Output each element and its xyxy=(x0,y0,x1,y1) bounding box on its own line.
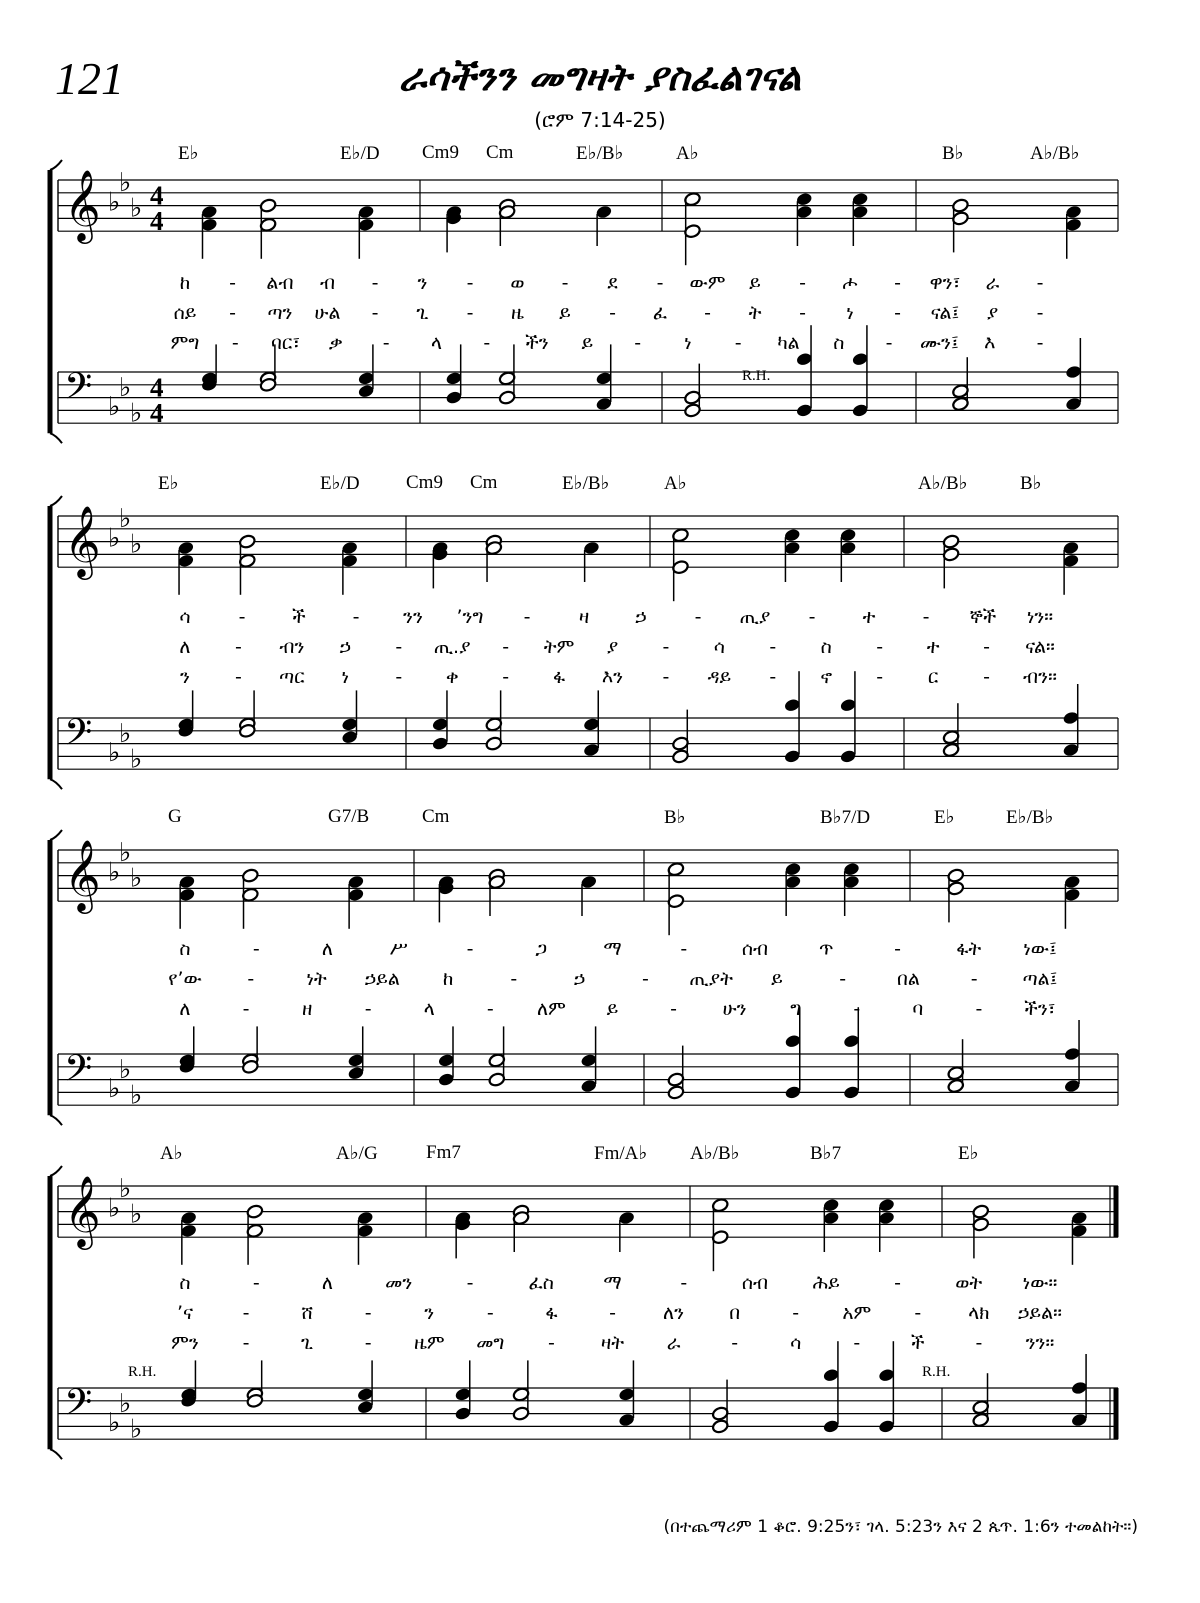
lyric-syllable: ት xyxy=(748,302,762,324)
lyric-syllable: ን xyxy=(424,1302,435,1324)
hymn-title: ራሳችንን መግዛት ያስፈልገናል xyxy=(398,55,802,99)
lyric-syllable: ልብ xyxy=(266,272,294,294)
lyric-syllable: ችን፣ xyxy=(1024,998,1056,1020)
lyric-syllable: ፈ xyxy=(652,302,668,324)
lyric-syllable: ጋ xyxy=(535,938,548,960)
lyric-line-verse-2 xyxy=(0,636,1200,664)
lyric-syllable: ነ xyxy=(341,666,350,688)
lyric-syllable: ንን xyxy=(403,606,423,628)
lyric-syllable: ’ና xyxy=(176,1302,194,1324)
flat-icon: ♭ xyxy=(108,392,121,423)
chord-symbol: E♭/B♭ xyxy=(1006,807,1054,828)
lyric-syllable: ቀ xyxy=(445,666,459,688)
flat-icon: ♭ xyxy=(130,398,143,429)
notes xyxy=(200,192,1082,266)
treble-clef-icon: 𝄞 xyxy=(64,168,101,242)
lyric-syllable: - xyxy=(839,968,847,990)
lyric-syllable: ይ xyxy=(771,968,783,990)
chord-symbol: G7/B xyxy=(328,806,370,827)
lyric-syllable: - xyxy=(894,1272,901,1294)
lyric-syllable: - xyxy=(808,606,816,628)
chord-symbol: B♭ xyxy=(1020,473,1042,494)
lyric-syllable: ሰብ xyxy=(741,1272,769,1294)
flat-icon: ♭ xyxy=(108,857,121,888)
lyric-syllable: ሰይ xyxy=(173,302,197,324)
lyric-syllable: ሳ xyxy=(179,606,191,628)
lyric-syllable: ያ xyxy=(986,302,999,324)
bass-clef-icon: 𝄢 xyxy=(64,1047,93,1099)
lyric-syllable: ብን። xyxy=(1023,666,1057,688)
chord-symbol: B♭7 xyxy=(810,1143,842,1164)
flat-icon: ♭ xyxy=(130,1414,143,1445)
lyric-syllable: ያ xyxy=(606,636,619,658)
chord-symbol: Cm xyxy=(470,472,498,493)
scripture-reference: (ሮም 7:14-25) xyxy=(534,108,666,132)
lyric-syllable: ሁን xyxy=(722,998,747,1020)
lyric-syllable: ኃይል። xyxy=(1017,1302,1063,1324)
lyric-syllable: - xyxy=(734,332,742,354)
lyric-syllable: - xyxy=(395,666,403,688)
lyric-syllable: - xyxy=(364,998,372,1020)
lyric-syllable: ጥ xyxy=(819,938,834,960)
lyric-syllable: - xyxy=(885,332,893,354)
chord-symbol: E♭/D xyxy=(340,143,380,164)
lyric-syllable: ነ xyxy=(684,332,692,354)
chord-symbol: Cm9 xyxy=(422,142,459,163)
lyric-syllable: - xyxy=(231,332,239,354)
lyric-syllable: ምን xyxy=(171,1332,199,1354)
lyric-syllable: ስ xyxy=(179,938,191,960)
lyric-syllable: - xyxy=(769,666,777,688)
lyric-line-verse-2 xyxy=(0,968,1200,996)
time-signature-digit: 4 xyxy=(150,398,164,428)
lyric-syllable: ን xyxy=(417,272,428,294)
lyric-syllable: - xyxy=(983,636,990,658)
lyric-syllable: ጊ xyxy=(301,1332,314,1354)
lyric-line-verse-3 xyxy=(0,666,1200,694)
flat-icon: ♭ xyxy=(130,863,143,894)
lyric-syllable: ከ xyxy=(442,968,454,990)
right-hand-marking: R.H. xyxy=(922,1364,951,1380)
lyric-line-verse-2 xyxy=(0,1302,1200,1330)
flat-icon: ♭ xyxy=(108,523,121,554)
lyric-syllable: ብን xyxy=(279,636,305,658)
lyric-syllable: - xyxy=(466,272,474,294)
flat-icon: ♭ xyxy=(119,718,132,749)
lyric-syllable: ለ xyxy=(321,1272,334,1294)
lyric-syllable: ሙን፤ xyxy=(920,332,959,354)
lyric-syllable: ፋ xyxy=(553,666,566,688)
lyric-syllable: ነው። xyxy=(1022,1272,1058,1294)
right-hand-marking: R.H. xyxy=(128,1364,157,1380)
lyric-syllable: ደ xyxy=(607,272,618,294)
lyric-syllable: - xyxy=(894,938,901,960)
lyric-syllable: - xyxy=(382,332,390,354)
chord-symbol: Cm9 xyxy=(406,472,443,493)
lyric-syllable: ለ xyxy=(179,998,191,1020)
lyric-syllable: - xyxy=(486,998,494,1020)
lyric-syllable: ብ xyxy=(319,272,336,294)
chord-symbol: E♭ xyxy=(178,143,199,164)
lyric-syllable: - xyxy=(235,636,242,658)
lyric-syllable: - xyxy=(466,938,474,960)
lyric-syllable: ትም xyxy=(543,636,575,658)
lyric-syllable: - xyxy=(641,968,649,990)
lyric-syllable: አም xyxy=(842,1302,872,1324)
chord-symbol: A♭/G xyxy=(336,1143,378,1164)
lyric-syllable: ናል። xyxy=(1025,636,1055,658)
treble-clef-icon: 𝄞 xyxy=(64,1174,101,1248)
lyric-syllable: ላ xyxy=(423,998,435,1020)
lyric-syllable: ለ xyxy=(179,636,191,658)
chord-symbol: E♭/D xyxy=(320,473,360,494)
lyric-syllable: ለ xyxy=(321,938,334,960)
lyric-syllable: - xyxy=(769,636,777,658)
chord-symbol: Fm7 xyxy=(426,1142,461,1163)
lyric-syllable: ይ xyxy=(581,332,594,354)
lyric-syllable: - xyxy=(662,636,670,658)
lyric-syllable: የ’ው xyxy=(168,968,202,990)
lyric-syllable: ዋን፣ xyxy=(929,272,961,294)
lyric-syllable: ይ xyxy=(606,998,619,1020)
footnote: (በተጨማሪም 1 ቆሮ. 9:25ን፣ ገላ. 5:23ን እና 2 ጴጥ. 1:6ን ተመልከት።) xyxy=(663,1517,1138,1537)
lyric-syllable: - xyxy=(523,606,531,628)
lyric-syllable: ኃ xyxy=(339,636,352,658)
flat-icon: ♭ xyxy=(119,1054,132,1085)
flat-icon: ♭ xyxy=(108,738,121,769)
lyric-syllable: - xyxy=(670,998,677,1020)
time-signature-digit: 4 xyxy=(150,372,164,403)
lyric-syllable: - xyxy=(799,272,806,294)
lyric-syllable: ፈስ xyxy=(528,1272,554,1294)
lyric-syllable: - xyxy=(1036,272,1044,294)
lyric-syllable: ር xyxy=(927,666,939,688)
lyric-syllable: ውም xyxy=(689,272,726,294)
chord-symbol: G xyxy=(168,806,182,827)
lyric-syllable: ምግ xyxy=(170,332,200,354)
lyric-syllable: ጊ xyxy=(416,302,429,324)
lyric-syllable: - xyxy=(876,666,884,688)
flat-icon: ♭ xyxy=(119,504,132,535)
flat-icon: ♭ xyxy=(108,1074,121,1105)
chord-symbol: A♭ xyxy=(676,143,699,164)
chord-symbol: E♭/B♭ xyxy=(576,143,624,164)
lyric-syllable: ን xyxy=(180,666,190,688)
flat-icon: ♭ xyxy=(119,372,132,403)
lyric-syllable: - xyxy=(894,272,901,294)
lyric-line-verse-1 xyxy=(0,1272,1200,1300)
time-signature-digit: 4 xyxy=(150,206,164,236)
lyric-syllable: - xyxy=(662,666,670,688)
lyric-syllable: - xyxy=(502,636,510,658)
lyric-syllable: ሳ xyxy=(713,636,725,658)
right-hand-marking: R.H. xyxy=(742,368,771,384)
lyric-syllable: ይ xyxy=(559,302,571,324)
lyric-syllable: ዳይ xyxy=(707,666,732,688)
lyric-syllable: - xyxy=(609,1302,616,1324)
lyric-line-verse-1 xyxy=(0,272,1200,300)
lyric-syllable: ናል፤ xyxy=(930,302,960,324)
chord-symbol: A♭/B♭ xyxy=(1030,143,1080,164)
lyric-syllable: ግ xyxy=(790,998,802,1020)
lyric-syllable: ካል xyxy=(777,332,800,354)
lyric-line-verse-3 xyxy=(0,332,1200,360)
hymn-number: 121 xyxy=(55,53,124,104)
lyric-syllable: ሰብ xyxy=(741,938,769,960)
lyric-syllable: - xyxy=(1036,332,1044,354)
lyric-syllable: - xyxy=(252,1272,260,1294)
chord-symbol: B♭ xyxy=(942,143,964,164)
bass-staff xyxy=(58,1381,1118,1444)
flat-icon: ♭ xyxy=(108,187,121,218)
lyric-syllable: - xyxy=(853,1332,861,1354)
lyric-syllable: ጣል፤ xyxy=(1022,968,1058,990)
chord-symbol: E♭ xyxy=(934,807,955,828)
lyric-syllable: - xyxy=(1036,302,1044,324)
lyric-syllable: ከ xyxy=(179,272,191,294)
lyric-syllable: - xyxy=(242,1302,250,1324)
lyric-syllable: - xyxy=(486,1302,494,1324)
lyric-syllable: - xyxy=(975,998,983,1020)
lyric-syllable: - xyxy=(371,302,379,324)
flat-icon: ♭ xyxy=(119,1174,132,1205)
lyric-syllable: - xyxy=(792,1302,800,1324)
lyric-syllable: - xyxy=(247,968,255,990)
lyric-line-verse-3 xyxy=(0,998,1200,1026)
lyric-syllable: ጢ.ያ xyxy=(433,636,471,658)
lyric-syllable: - xyxy=(983,666,990,688)
lyric-syllable: ሕይ xyxy=(812,1272,840,1294)
flat-icon: ♭ xyxy=(108,1408,121,1439)
lyric-syllable: ንን። xyxy=(1025,1332,1055,1354)
lyric-syllable: በል xyxy=(896,968,920,990)
lyric-syllable: - xyxy=(371,272,379,294)
lyric-syllable: ራ xyxy=(985,272,1000,294)
lyric-syllable: ባር፣ xyxy=(270,332,301,354)
lyric-syllable: - xyxy=(876,636,884,658)
lyric-syllable: - xyxy=(799,302,806,324)
lyric-syllable: - xyxy=(502,666,510,688)
lyric-syllable: ችን xyxy=(525,332,549,354)
lyric-syllable: - xyxy=(609,302,616,324)
lyric-syllable: - xyxy=(975,1332,983,1354)
lyric-syllable: እ xyxy=(984,332,996,354)
lyric-syllable: - xyxy=(229,302,236,324)
lyric-syllable: ጣር xyxy=(279,666,305,688)
lyric-syllable: - xyxy=(694,606,702,628)
lyric-syllable: ሳ xyxy=(790,1332,802,1354)
chord-symbol: E♭/B♭ xyxy=(562,473,610,494)
lyric-syllable: - xyxy=(395,636,403,658)
time-signature-digit: 4 xyxy=(150,180,164,211)
flat-icon: ♭ xyxy=(130,744,143,775)
lyric-syllable: - xyxy=(561,272,569,294)
lyric-syllable: ይ xyxy=(749,272,761,294)
flat-icon: ♭ xyxy=(119,168,132,199)
lyric-syllable: ጣን xyxy=(267,302,293,324)
lyric-line-verse-1 xyxy=(0,606,1200,634)
lyric-syllable: መግ xyxy=(476,1332,505,1354)
lyric-syllable: - xyxy=(352,606,360,628)
lyric-syllable: - xyxy=(364,1302,372,1324)
lyric-syllable: - xyxy=(894,302,901,324)
lyric-syllable: ሸ xyxy=(301,1302,314,1324)
lyric-syllable: ጢያት xyxy=(689,968,733,990)
lyric-syllable: ስ xyxy=(820,636,832,658)
flat-icon: ♭ xyxy=(119,1388,132,1419)
lyric-syllable: - xyxy=(680,1272,688,1294)
lyric-syllable: - xyxy=(483,332,491,354)
lyric-syllable: - xyxy=(970,968,978,990)
lyric-syllable: - xyxy=(634,332,642,354)
lyric-syllable: ባ xyxy=(912,998,924,1020)
lyric-line-verse-2 xyxy=(0,302,1200,330)
lyric-syllable: - xyxy=(242,1332,250,1354)
lyric-syllable: ዜ xyxy=(511,302,524,324)
lyric-syllable: - xyxy=(914,1302,922,1324)
lyric-syllable: ወት xyxy=(955,1272,983,1294)
lyric-syllable: - xyxy=(680,938,688,960)
lyric-syllable: ኞች xyxy=(969,606,997,628)
treble-clef-icon: 𝄞 xyxy=(64,838,101,912)
lyric-syllable: - xyxy=(466,1272,474,1294)
lyric-syllable: ች xyxy=(292,606,306,628)
lyric-syllable: ስ xyxy=(833,332,845,354)
lyric-syllable: ኃይል xyxy=(364,968,400,990)
bass-clef-icon: 𝄢 xyxy=(64,1381,93,1433)
lyric-syllable: ወ xyxy=(510,272,525,294)
notes xyxy=(180,1198,1088,1272)
notes xyxy=(177,528,1080,602)
lyric-line-verse-3 xyxy=(0,1332,1200,1360)
lyric-syllable: ራ xyxy=(666,1332,681,1354)
lyric-syllable: - xyxy=(242,998,250,1020)
notes xyxy=(178,862,1081,936)
chord-symbol: A♭ xyxy=(160,1143,183,1164)
chord-symbol: A♭ xyxy=(664,473,687,494)
bass-clef-icon: 𝄢 xyxy=(64,711,93,763)
lyric-syllable: ዘ xyxy=(301,998,313,1020)
lyric-line-verse-1 xyxy=(0,938,1200,966)
lyric-syllable: - xyxy=(510,968,518,990)
chord-symbol: E♭ xyxy=(958,1143,979,1164)
chord-symbol: Cm xyxy=(422,806,450,827)
chord-symbol: B♭7/D xyxy=(820,807,871,828)
lyric-syllable: - xyxy=(238,606,246,628)
lyric-syllable: እን xyxy=(601,666,624,688)
lyric-syllable: - xyxy=(656,272,664,294)
lyric-syllable: በ xyxy=(729,1302,741,1324)
lyric-syllable: - xyxy=(704,302,711,324)
bass-clef-icon: 𝄢 xyxy=(64,365,93,417)
lyric-syllable: - xyxy=(547,1332,555,1354)
lyric-syllable: ፋ xyxy=(545,1302,558,1324)
lyric-syllable: ተ xyxy=(926,636,940,658)
lyric-syllable: ዜም xyxy=(413,1332,445,1354)
lyric-syllable: ጢያ xyxy=(739,606,771,628)
lyric-syllable: - xyxy=(235,666,242,688)
lyric-syllable: ነው፤ xyxy=(1023,938,1057,960)
lyric-syllable: ፋት xyxy=(956,938,982,960)
chord-symbol: Fm/A♭ xyxy=(594,1143,648,1164)
lyric-syllable: ኃ xyxy=(635,606,647,628)
lyric-syllable: ኃ xyxy=(573,968,586,990)
flat-icon: ♭ xyxy=(108,1193,121,1224)
chord-symbol: E♭ xyxy=(158,473,179,494)
flat-icon: ♭ xyxy=(130,529,143,560)
chord-symbol: B♭ xyxy=(664,807,686,828)
lyric-syllable: ሁል xyxy=(314,302,341,324)
lyric-syllable: - xyxy=(731,1332,739,1354)
treble-staff xyxy=(58,1174,1118,1250)
flat-icon: ♭ xyxy=(119,838,132,869)
lyric-syllable: ማ xyxy=(603,938,622,960)
lyric-syllable: ዛት xyxy=(600,1332,625,1354)
lyric-syllable: ሖ xyxy=(842,272,858,294)
lyric-syllable: ላክ xyxy=(968,1302,990,1324)
lyric-syllable: ለን xyxy=(663,1302,685,1324)
flat-icon: ♭ xyxy=(130,1199,143,1230)
lyric-syllable: ነን። xyxy=(1026,606,1054,628)
lyric-syllable: - xyxy=(922,606,930,628)
flat-icon: ♭ xyxy=(130,1080,143,1111)
chord-symbol: A♭/B♭ xyxy=(690,1143,740,1164)
lyric-syllable: - xyxy=(364,1332,372,1354)
lyric-syllable: ተ xyxy=(862,606,876,628)
lyric-syllable: ዛ xyxy=(578,606,590,628)
lyric-syllable: - xyxy=(853,998,861,1020)
lyric-syllable: ሥ xyxy=(389,938,408,960)
lyric-syllable: ች xyxy=(911,1332,925,1354)
lyric-syllable: ቃ xyxy=(328,332,343,354)
flat-icon: ♭ xyxy=(130,193,143,224)
lyric-syllable: ነት xyxy=(306,968,327,990)
lyric-syllable: ለም xyxy=(536,998,566,1020)
lyric-syllable: ላ xyxy=(430,332,442,354)
lyric-syllable: - xyxy=(466,302,474,324)
chord-symbol: A♭/B♭ xyxy=(918,473,968,494)
lyric-syllable: ስ xyxy=(179,1272,191,1294)
lyric-syllable: ’ንግ xyxy=(456,606,484,628)
chord-symbol: Cm xyxy=(486,142,514,163)
lyric-syllable: - xyxy=(252,938,260,960)
lyric-syllable: - xyxy=(229,272,236,294)
lyric-syllable: ማ xyxy=(603,1272,622,1294)
lyric-syllable: መን xyxy=(385,1272,413,1294)
treble-clef-icon: 𝄞 xyxy=(64,504,101,578)
lyric-syllable: ነ xyxy=(846,302,854,324)
lyric-syllable: ኖ xyxy=(820,666,833,688)
